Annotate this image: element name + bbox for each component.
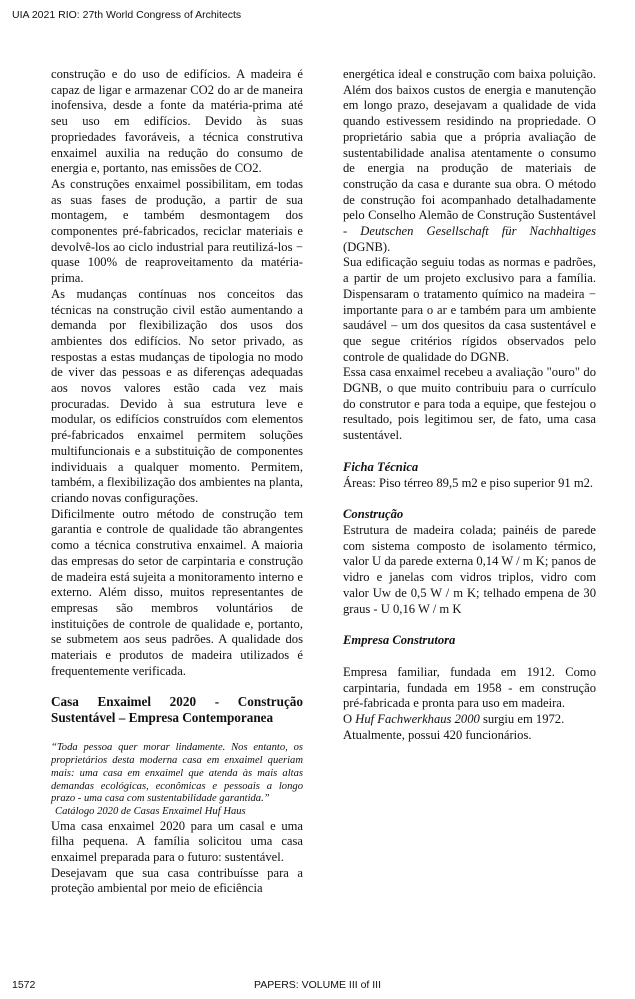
- paragraph-text: (DGNB).: [343, 239, 391, 254]
- paragraph: Sua edificação seguiu todas as normas e padrões, a partir de um projeto exclusivo para a família. Dispensaram o tratamento químico na madeira − importante para o ar e também para um ambiente saudável – um dos quesitos da casa sustentável e que segue critérios rígidos observados pelo controle de qualidade do DGNB.: [343, 255, 596, 364]
- construcao-heading: Construção: [343, 507, 404, 522]
- epigraph-source: Catálogo 2020 de Casas Enxaimel Huf Haus: [55, 805, 246, 817]
- paragraph-text: surgiu em 1972.: [482, 712, 565, 727]
- paragraph: Uma casa enxaimel 2020 para um casal e uma filha pequena. A família solicitou uma casa enxaimel preparada para o futuro: sustentável.: [51, 818, 303, 865]
- running-header: UIA 2021 RIO: 27th World Congress of Architects: [12, 9, 242, 21]
- paragraph: As mudanças contínuas nos conceitos das técnicas na construção civil estão aumentando a demanda por flexibilização dos usos dos ambientes dos edifícios. No setor privado, as respostas a estas mudanças de tipologia no modo de viver das pessoas e as diferenças adequadas aos novos valores estão cada vez mais procuradas. Devido à sua estrutura leve e modular, os edifícios construídos com elementos pré-fabricados enxaimel permitem soluções multifuncionais e a substituição de componentes individuais a qualquer momento. Permitem, também, a flexibilização dos ambientes na planta, criando novas configurações.: [51, 286, 303, 505]
- epigraph-quote: “Toda pessoa quer morar lindamente. Nos entanto, os proprietários desta moderna casa em enxaimel queriam mais: uma casa em enxaimel que atenda às mais altas demandas ecológicas, econômicas e pessoais a longo prazo - uma casa com sustentabilidade garantida.”: [51, 742, 303, 805]
- paragraph: [343, 67, 596, 255]
- page-number: 1572: [12, 979, 36, 991]
- paragraph: Desejavam que sua casa contribuísse para a proteção ambiental por meio de eficiência: [51, 865, 303, 896]
- paragraph: Atualmente, possui 420 funcionários.: [343, 727, 532, 742]
- running-footer: PAPERS: VOLUME III of III: [253, 979, 381, 991]
- paragraph: [343, 712, 596, 728]
- company-name: Huf Fachwerkhaus 2000: [355, 712, 480, 727]
- ficha-heading: Ficha Técnica: [343, 459, 419, 474]
- left-column: [51, 67, 303, 897]
- paragraph-text: O: [343, 712, 353, 727]
- paragraph: As construções enxaimel possibilitam, em todas as suas fases de produção, a partir de sua montagem, e também desmontagem dos componentes pré-fabricados, reciclar materiais e devolvê-los ao ciclo industrial para reutilizá-los − quase 100% de reaproveitamento da matéria-prima.: [51, 176, 303, 286]
- paragraph: Essa casa enxaimel recebeu a avaliação "ouro" do DGNB, o que muito contribuiu para o currículo do construtor e para toda a equipe, que festejou o resultado, pois legitimou ser, de fato, uma casa sustentável.: [343, 365, 596, 443]
- organization-name: Deutschen Gesellschaft für Nachhaltiges: [360, 224, 596, 239]
- paragraph: Dificilmente outro método de construção tem garantia e controle de qualidade tão abrangentes como a técnica construtiva enxaimel. A maioria das empresas do setor de carpintaria e construção de madeira está sujeita a monitoramento interno e externo. Além disso, muitos representantes de empresas são membros voluntários de instituições de controle de qualidade e, portanto, se submetem aos seus padrões. A qualidade dos materiais e produtos de madeira utilizados é frequentemente verificada.: [51, 506, 303, 678]
- paragraph: Empresa familiar, fundada em 1912. Como carpintaria, fundada em 1958 - em construção pré-fabricada e pronta para uso em madeira.: [343, 664, 596, 711]
- right-column: [343, 67, 596, 743]
- section-heading: Casa Enxaimel 2020 - Construção Sustentável – Empresa Contemporanea: [51, 694, 303, 726]
- paragraph-text: energética ideal e construção com baixa poluição. Além dos baixos custos de energia e manutenção em longo prazo, desejavam a qualidade de vida quando estivessem residindo na propriedade. O proprietário sabia que a própria avaliação de sustentabilidade analisa atentamente o consumo de energia na produção de materiais de construção da casa e durante sua obra. O método de construção foi acompanhado detalhadamente pelo Conselho Alemão de Construção Sustentável -: [343, 67, 596, 239]
- empresa-heading: Empresa Construtora: [343, 633, 456, 648]
- paragraph: construção e do uso de edifícios. A madeira é capaz de ligar e armazenar CO2 do ar de maneira inofensiva, desde a fonte da matéria-prima até seu uso em edifícios. Devido às suas propriedades favoráveis, a técnica construtiva enxaimel auxilia na redução do consumo de energia e, portanto, nas emissões de CO2.: [51, 67, 303, 176]
- paragraph: Estrutura de madeira colada; painéis de parede com sistema composto de isolamento térmico, valor U da parede externa 0,14 W / m K; panos de vidro e janelas com vidros triplos, vidro com valor Uw de 0,5 W / m K; telhado empena de 30 graus - U 0,16 W / m K: [343, 522, 596, 616]
- paragraph: Áreas: Piso térreo 89,5 m2 e piso superior 91 m2.: [343, 475, 594, 490]
